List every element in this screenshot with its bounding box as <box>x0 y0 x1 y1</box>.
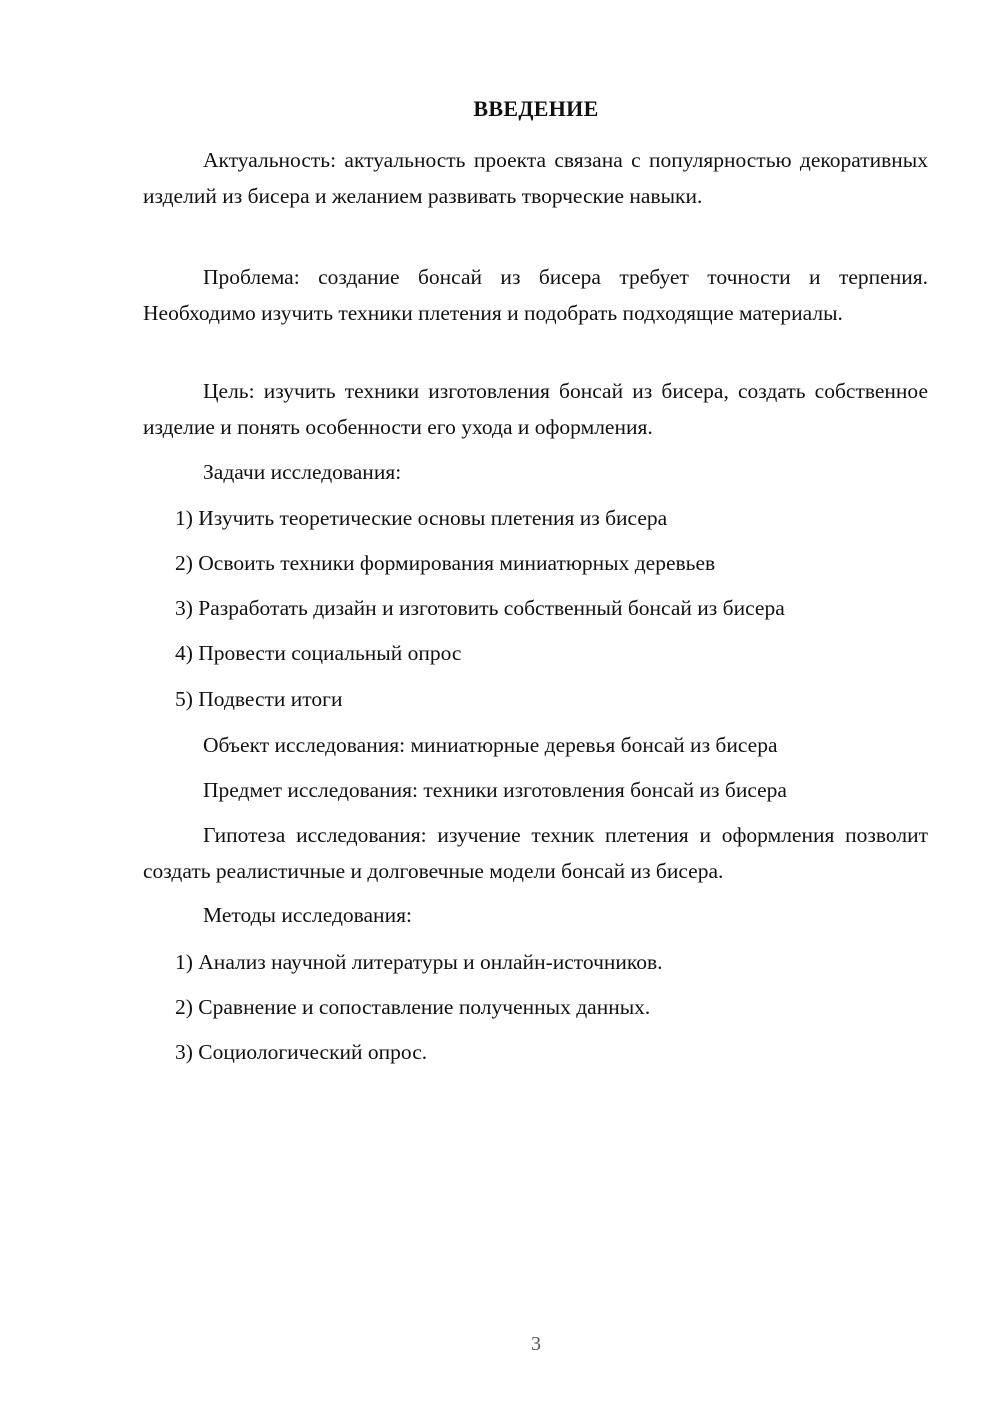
methods-heading: Методы исследования: <box>203 903 412 927</box>
hypothesis-paragraph: Гипотеза исследования: изучение техник плетения и оформления позволит создать реалистичные и долговечные модели бонсай из бисера. <box>143 823 928 883</box>
method-item-3: 3) Социологический опрос. <box>175 1040 428 1064</box>
tasks-heading: Задачи исследования: <box>203 460 402 484</box>
goal-paragraph: Цель: изучить техники изготовления бонсай из бисера, создать собственное изделие и понять особенности его ухода и оформления. <box>143 379 928 439</box>
task-item-2: 2) Освоить техники формирования миниатюрных деревьев <box>175 551 716 575</box>
page-number: 3 <box>531 1333 541 1355</box>
task-item-3: 3) Разработать дизайн и изготовить собственный бонсай из бисера <box>175 596 785 620</box>
method-item-2: 2) Сравнение и сопоставление полученных данных. <box>175 995 651 1019</box>
research-object: Объект исследования: миниатюрные деревья бонсай из бисера <box>203 733 778 757</box>
task-item-4: 4) Провести социальный опрос <box>175 641 462 665</box>
task-item-1: 1) Изучить теоретические основы плетения из бисера <box>175 506 668 530</box>
method-item-1: 1) Анализ научной литературы и онлайн-источников. <box>175 950 663 974</box>
task-item-5: 5) Подвести итоги <box>175 687 343 711</box>
research-subject: Предмет исследования: техники изготовления бонсай из бисера <box>203 778 787 802</box>
problem-paragraph: Проблема: создание бонсай из бисера требует точности и терпения. Необходимо изучить техники плетения и подобрать подходящие материалы. <box>143 265 928 325</box>
section-title: ВВЕДЕНИЕ <box>473 96 599 121</box>
relevance-paragraph: Актуальность: актуальность проекта связана с популярностью декоративных изделий из бисера и желанием развивать творческие навыки. <box>143 148 928 208</box>
